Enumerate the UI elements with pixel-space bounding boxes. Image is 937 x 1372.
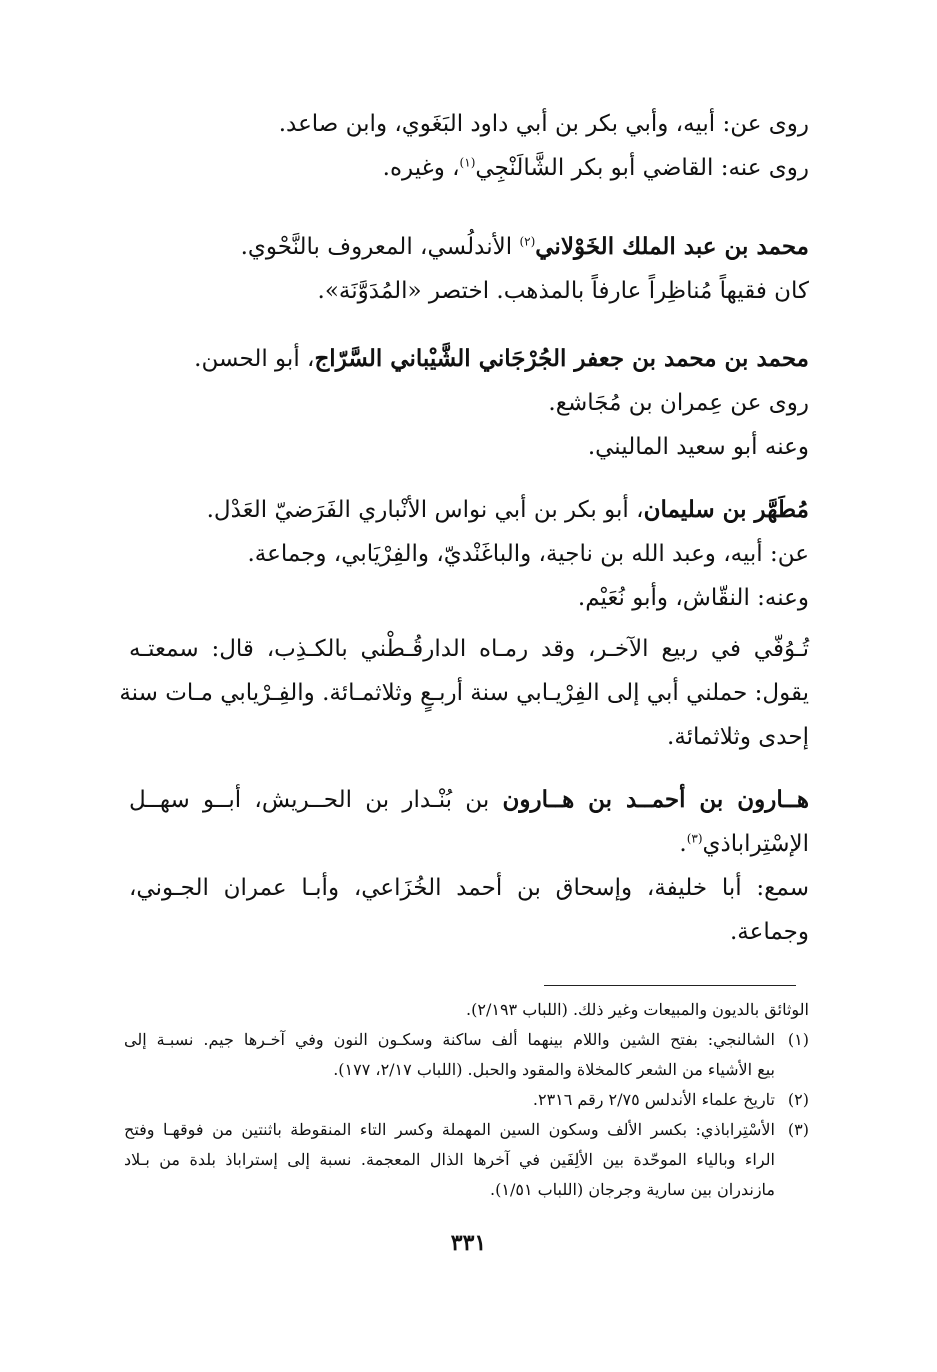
entry-heading: محمد بن عبد الملك الخَوْلاني$^{(٢)}$ الأندلُسي، المعروف بالنَّحْوي. <box>240 233 809 260</box>
entry-name: محمد بن عبد الملك الخَوْلاني <box>535 233 809 260</box>
paragraph-line: تُـوُفّي في ربيع الآخـر، وقد رمـاه الدارقُـطْني بالكـذِب، قال: سمعتـه <box>129 636 809 662</box>
heard-from-line: وجماعة. <box>730 919 809 945</box>
footnote-carryover: الوثائق بالديون والمبيعات وغير ذلك. (اللباب ٢/١٩٣). <box>466 1000 809 1019</box>
entry-name: مُطَهَّر بن سليمان <box>643 496 809 523</box>
footnote-3-continued: مازندران بين سارية وجرجان (اللباب ١/٥١). <box>490 1180 775 1199</box>
heard-from-line: سمع: أبا خليفة، وإسحاق بن أحمد الخُزَاعي، وأبـا عمران الجـوني، <box>129 875 809 901</box>
narrated-by-line: وعنه أبو سعيد الماليني. <box>587 434 809 460</box>
entry-heading: محمد بن محمد بن جعفر الجُرْجَاني الشَّيْباني السَّرّاج، أبو الحسن. <box>194 345 809 372</box>
entry-continuation <box>129 102 809 190</box>
narrated-by-line: وعنه: النقّاش، وأبو نُعَيْم. <box>577 585 809 611</box>
entry-harun-heard <box>129 866 809 954</box>
footnote-ref-3[interactable]: (٣) <box>686 831 703 846</box>
entry-jurjani <box>129 337 809 469</box>
death-paragraph <box>119 627 809 759</box>
entry-mutahhar <box>129 488 809 620</box>
narrated-from-line: روى عن عِمران بن مُجَاشع. <box>548 390 809 416</box>
entry-heading-continued: الإسْتِراباذي$^{(٣)}$. <box>679 831 809 857</box>
footnote-1-continued: بيع الأشياء من الشعر كالمخلاة والمقود والحبل. (اللباب ٢/١٧، ١٧٧). <box>333 1060 775 1079</box>
footnote-number: (٣) <box>787 1120 809 1139</box>
entry-description: كان فقيهاً مُناظِراً عارفاً بالمذهب. اختصر «المُدَوَّنَة». <box>317 278 809 304</box>
entry-heading: هــارون بن أحمــد بن هــارون بن بُنْـدار بن الحــريش، أبــو سهــل <box>129 786 809 813</box>
footnote-2: (٢)تاريخ علماء الأندلس ٢/٧٥ رقم ٢٣١٦. <box>124 1085 809 1115</box>
entry-khawlani <box>129 225 809 313</box>
footnote-3-continued: الراء وبالياء الموحّدة بين الألِفَين في آخرها الذال المعجمة. نسبة إلى إستراباذ بلدة من بـلاد <box>124 1150 775 1169</box>
entry-name: هــارون بن أحمــد بن هــارون <box>502 786 809 813</box>
paragraph-line: يقول: حملني أبي إلى الفِرْيـابي سنة أربـعٍ وثلاثمـائة. والفِـرْيابي مـات سنة <box>119 680 809 706</box>
narrated-by-line: روى عنه: القاضي أبو بكر الشَّالَنْجِي$^{(١)}$، وغيره. <box>382 155 809 181</box>
footnote-number: (٢) <box>787 1090 809 1109</box>
entry-heading: مُطَهَّر بن سليمان، أبو بكر بن أبي نواس الأنْباري الفَرَضيّ العَدْل. <box>206 496 809 523</box>
footnote-number: (١) <box>787 1030 809 1049</box>
footnote-separator <box>544 985 796 986</box>
entry-harun <box>129 778 809 866</box>
footnote-ref-2[interactable]: (٢) <box>519 234 536 249</box>
page-number: ٣٣١ <box>450 1230 487 1256</box>
footnote-3: (٣)الأسْتِراباذي: بكسر الألف وسكون السين المهملة وكسر التاء المنقوطة باثنتين من فوقهـا وفتح <box>124 1115 809 1145</box>
narrated-from-line: روى عن: أبيه، وأبي بكر بن أبي داود البَغَوي، وابن صاعد. <box>278 111 809 137</box>
footnote-1: (١)الشالنجي: بفتح الشين واللام بينهما ألف ساكنة وسكـون النون وفي آخـرها جيم. نسبـة إلى <box>124 1025 809 1055</box>
narrated-from-line: عن: أبيه، وعبد الله بن ناجية، والباغَنْديّ، والفِرْيَابي، وجماعة. <box>247 541 809 567</box>
entry-name: محمد بن محمد بن جعفر الجُرْجَاني الشَّيْباني السَّرّاج <box>314 345 809 372</box>
footnotes <box>124 995 809 1205</box>
footnote-ref-1[interactable]: (١) <box>459 155 476 170</box>
paragraph-line: إحدى وثلاثمائة. <box>667 724 809 750</box>
